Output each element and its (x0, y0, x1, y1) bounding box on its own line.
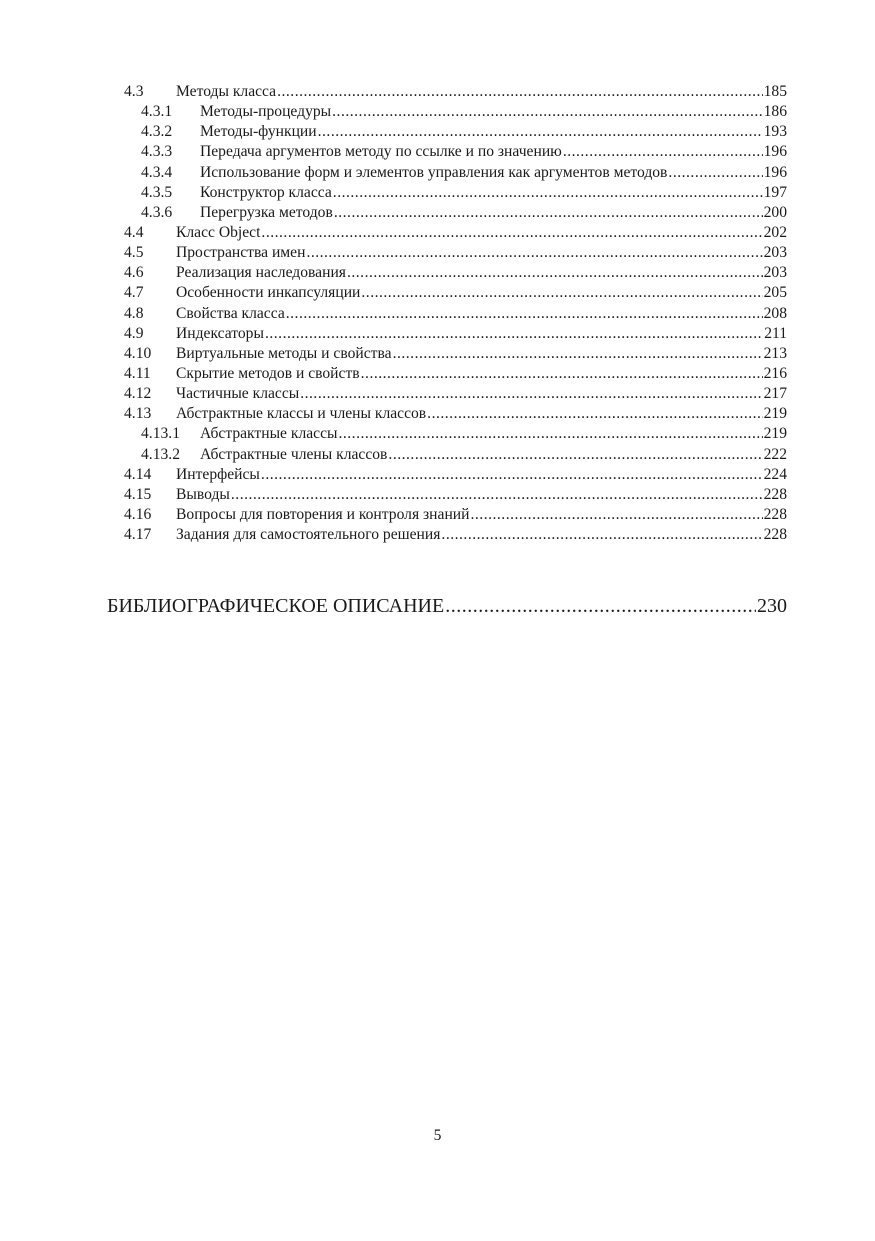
toc-entry-number: 4.3.5 (141, 183, 173, 201)
toc-entry[interactable] (0, 263, 875, 283)
toc-entry-page: 196 (763, 143, 787, 161)
toc-entry[interactable] (0, 163, 875, 183)
toc-entry[interactable] (0, 465, 875, 485)
toc-entry-title: Частичные классы (176, 385, 300, 403)
dot-leader (338, 424, 762, 444)
toc-entry-page: 196 (763, 163, 787, 181)
toc-entry-page: 186 (763, 103, 787, 121)
toc-entry[interactable] (0, 82, 875, 102)
toc-entry[interactable] (0, 223, 875, 243)
toc-entry-title: Интерфейсы (176, 465, 260, 483)
toc-entry-title: Абстрактные классы и члены классов (176, 405, 427, 423)
toc-entry[interactable] (0, 203, 875, 223)
toc-entry[interactable] (0, 283, 875, 303)
toc-entry-number: 4.3.1 (141, 103, 173, 121)
toc-entry-page: 193 (763, 123, 787, 141)
dot-leader (563, 142, 763, 162)
toc-entry-number: 4.13.2 (141, 445, 180, 463)
toc-entry-title: Реализация наследования (176, 264, 346, 282)
toc-entry-title: Перегрузка методов (200, 203, 333, 221)
toc-entry-number: 4.7 (124, 284, 144, 302)
toc-entry-page: 211 (764, 324, 787, 342)
toc-entry[interactable] (0, 304, 875, 324)
toc-entry[interactable] (0, 485, 875, 505)
toc-entry[interactable] (0, 102, 875, 122)
toc-entry-number: 4.3.6 (141, 203, 173, 221)
toc-entry-title: Конструктор класса (200, 183, 332, 201)
toc-entry-title: Виртуальные методы и свойства (176, 344, 392, 362)
toc-entry-number: 4.16 (124, 505, 152, 523)
dot-leader (333, 183, 763, 203)
toc-entry-page: 203 (763, 244, 787, 262)
toc-entry-page: 228 (763, 505, 787, 523)
toc-entry-page: 219 (763, 425, 787, 443)
toc-entry-title: Индексаторы (176, 324, 264, 342)
toc-entry-number: 4.9 (124, 324, 144, 342)
toc-entry-title: Особенности инкапсуляции (176, 284, 361, 302)
dot-leader (361, 364, 763, 384)
toc-entry[interactable] (0, 324, 875, 344)
dot-leader (300, 384, 762, 404)
toc-entry-number: 4.3.2 (141, 123, 173, 141)
page-number: 5 (433, 1127, 442, 1144)
toc-entry-page: 200 (763, 203, 787, 221)
toc-entry-page: 185 (763, 83, 787, 100)
dot-leader (231, 485, 763, 505)
dot-leader (261, 465, 763, 485)
toc-entry-page: 224 (763, 465, 787, 483)
toc-entry[interactable] (0, 183, 875, 203)
toc-entry[interactable] (0, 525, 875, 545)
toc-entry-title: Методы класса (176, 83, 277, 100)
toc-entry-title: Скрытие методов и свойств (176, 364, 360, 382)
toc-entry-number: 4.3.4 (141, 163, 173, 181)
toc-entry-title: Вопросы для повторения и контроля знаний (176, 505, 470, 523)
dot-leader (306, 243, 762, 263)
dot-leader (361, 283, 762, 303)
toc-entry-number: 4.4 (124, 223, 144, 241)
bibliography-entry[interactable] (107, 593, 787, 619)
toc-entry-number: 4.10 (124, 344, 152, 362)
toc-entry-title: Абстрактные члены классов (200, 445, 388, 463)
toc-entry-number: 4.3.3 (141, 143, 173, 161)
toc-entry-page: 208 (763, 304, 787, 322)
toc-entry-title: Выводы (176, 485, 230, 503)
toc-entry[interactable] (0, 142, 875, 162)
toc-entry-number: 4.13.1 (141, 425, 180, 443)
toc-entry[interactable] (0, 122, 875, 142)
toc-entry-page: 219 (763, 405, 787, 423)
toc-entry-title: Свойства класса (176, 304, 285, 322)
toc-entry-number: 4.11 (124, 364, 151, 382)
toc-entry-page: 213 (763, 344, 787, 362)
toc-entry-number: 4.13 (124, 405, 152, 423)
toc-entry-page: 228 (763, 485, 787, 503)
dot-leader (332, 102, 762, 122)
dot-leader (668, 163, 762, 183)
dot-leader (388, 445, 762, 465)
toc-entry[interactable] (0, 344, 875, 364)
bibliography-page: 230 (757, 595, 787, 617)
toc-entry-number: 4.17 (124, 526, 152, 544)
dot-leader (318, 122, 763, 142)
toc-entry-page: 217 (763, 385, 787, 403)
toc-entry[interactable] (0, 404, 875, 424)
toc-entry-page: 205 (763, 284, 787, 302)
toc-entry-number: 4.8 (124, 304, 144, 322)
toc-entry-title: Передача аргументов методу по ссылке и по значению (200, 143, 562, 161)
toc-entry-number: 4.12 (124, 385, 152, 403)
dot-leader (445, 593, 756, 619)
dot-leader (261, 223, 762, 243)
toc-entry-title: Пространства имен (176, 244, 306, 262)
toc-entry-page: 222 (763, 445, 787, 463)
toc-entry-number: 4.5 (124, 244, 144, 262)
toc-entry-number: 4.6 (124, 264, 144, 282)
dot-leader (427, 404, 762, 424)
toc-entry[interactable] (0, 505, 875, 525)
toc-entry-title: Методы-функции (200, 123, 317, 141)
dot-leader (265, 324, 763, 344)
toc-entry-title: Задания для самостоятельного решения (176, 526, 441, 544)
toc-entry-page: 228 (763, 526, 787, 544)
toc-entry-page: 203 (763, 264, 787, 282)
dot-leader (393, 344, 763, 364)
toc-entry[interactable] (0, 243, 875, 263)
toc-entry[interactable] (0, 424, 875, 444)
toc-entry-page: 216 (763, 364, 787, 382)
toc-entry-number: 4.3 (124, 83, 144, 100)
dot-leader (441, 525, 762, 545)
dot-leader (334, 203, 763, 223)
toc-entry-page: 202 (763, 223, 787, 241)
toc-entry[interactable] (0, 445, 875, 465)
toc-entry-title: Абстрактные классы (200, 425, 338, 443)
toc-entry-page: 197 (763, 183, 787, 201)
toc-entry-number: 4.14 (124, 465, 152, 483)
dot-leader (286, 304, 763, 324)
dot-leader (471, 505, 763, 525)
toc-entry-number: 4.15 (124, 485, 152, 503)
toc-entry[interactable] (0, 384, 875, 404)
dot-leader (277, 82, 763, 102)
bibliography-title: БИБЛИОГРАФИЧЕСКОЕ ОПИСАНИЕ (107, 595, 445, 617)
toc-entry-title: Использование форм и элементов управления как аргументов методов (200, 163, 668, 181)
toc-entry-title: Класс Object (176, 223, 261, 241)
dot-leader (347, 263, 763, 283)
table-of-contents (0, 82, 875, 545)
toc-entry[interactable] (0, 364, 875, 384)
toc-entry-title: Методы-процедуры (200, 103, 332, 121)
